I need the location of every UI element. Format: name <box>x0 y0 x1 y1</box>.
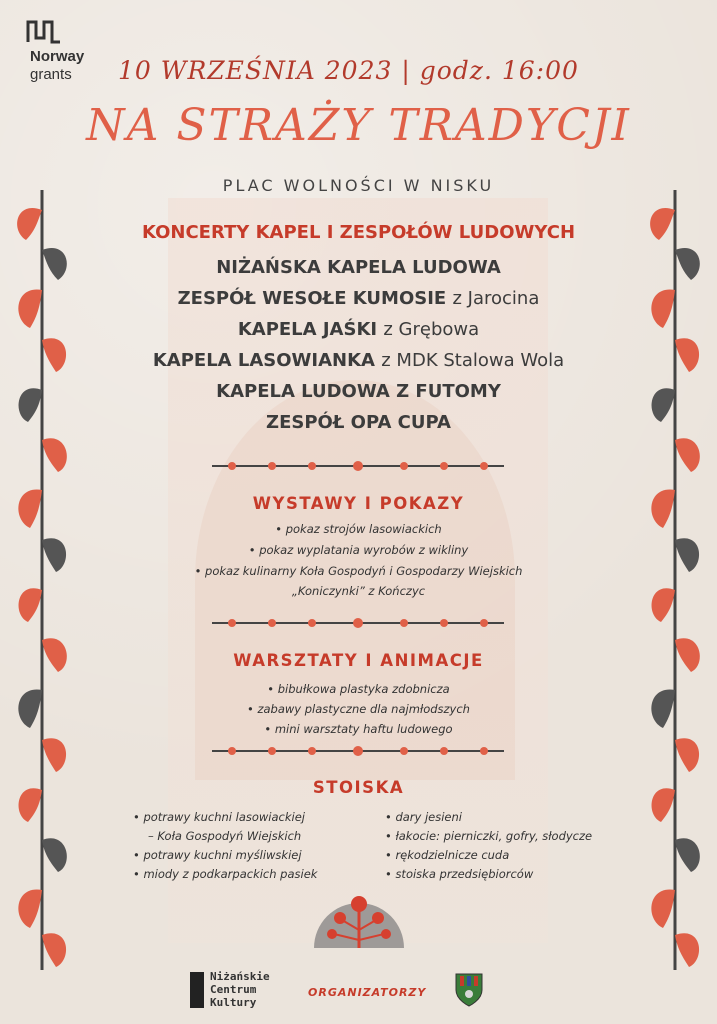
event-place: PLAC WOLNOŚCI W NISKU <box>222 176 495 195</box>
band-name: KAPELA JAŚKI <box>237 319 378 340</box>
band-origin: z Jarocina <box>452 288 540 309</box>
sponsor-subtitle: grants <box>30 66 72 83</box>
ornament-divider <box>212 458 504 474</box>
nck-logo-icon <box>190 972 204 1008</box>
list-item: • potrawy kuchni myśliwskiej <box>133 848 302 862</box>
list-item: • stoiska przedsiębiorców <box>385 867 534 881</box>
band-item <box>0 412 717 433</box>
nck-logo-text: Kultury <box>210 996 257 1009</box>
event-title: NA STRAŻY TRADYCJI <box>86 100 631 151</box>
nck-logo-text: Niżańskie <box>210 970 270 983</box>
ornament-divider <box>212 615 504 631</box>
sponsor-name: Norway <box>30 48 85 65</box>
band-item <box>0 381 717 402</box>
norway-grants-logo-icon <box>26 18 66 44</box>
list-item: • miody z podkarpackich pasiek <box>133 867 318 881</box>
stalls-heading: STOISKA <box>312 778 405 797</box>
concerts-heading: KONCERTY KAPEL I ZESPOŁÓW LUDOWYCH <box>141 222 576 243</box>
band-name: ZESPÓŁ OPA CUPA <box>266 412 451 433</box>
list-item: • dary jesieni <box>385 810 462 824</box>
folk-flower-icon <box>312 890 406 950</box>
list-item: • rękodzielnicze cuda <box>385 848 510 862</box>
nisko-crest-icon <box>452 970 486 1008</box>
ornament-divider <box>212 743 504 759</box>
list-item: • pokaz wyplatania wyrobów z wikliny <box>248 543 469 557</box>
band-item <box>0 350 717 371</box>
band-origin: z MDK Stalowa Wola <box>381 350 565 371</box>
workshops-heading: WARSZTATY I ANIMACJE <box>233 651 484 670</box>
nck-logo-text: Centrum <box>210 983 257 996</box>
list-item: • potrawy kuchni lasowiackiej <box>133 810 305 824</box>
organizers-label: ORGANIZATORZY <box>308 986 427 999</box>
list-item: • łakocie: pierniczki, gofry, słodycze <box>385 829 593 843</box>
event-date: 10 WRZEŚNIA 2023 | godz. 16:00 <box>118 56 579 85</box>
list-item: • mini warsztaty haftu ludowego <box>264 722 453 736</box>
band-name: KAPELA LASOWIANKA <box>152 350 375 371</box>
band-name: KAPELA LUDOWA Z FUTOMY <box>216 381 501 402</box>
band-item <box>0 288 717 309</box>
list-item: • pokaz strojów lasowiackich <box>275 522 442 536</box>
list-item: • pokaz kulinarny Koła Gospodyń i Gospodarzy Wiejskich <box>194 564 523 578</box>
list-item: • bibułkowa plastyka zdobnicza <box>267 682 450 696</box>
band-name: ZESPÓŁ WESOŁE KUMOSIE <box>177 288 447 309</box>
list-item: – Koła Gospodyń Wiejskich <box>148 829 302 843</box>
band-name: NIŻAŃSKA KAPELA LUDOWA <box>216 257 501 278</box>
center-arch <box>195 380 515 780</box>
band-origin: z Grębowa <box>383 319 480 340</box>
exhibitions-heading: WYSTAWY I POKAZY <box>252 494 465 513</box>
band-item <box>0 319 717 340</box>
list-item: • zabawy plastyczne dla najmłodszych <box>247 702 470 716</box>
list-item: „Koniczynki” z Kończyc <box>291 584 426 598</box>
band-item <box>0 257 717 278</box>
